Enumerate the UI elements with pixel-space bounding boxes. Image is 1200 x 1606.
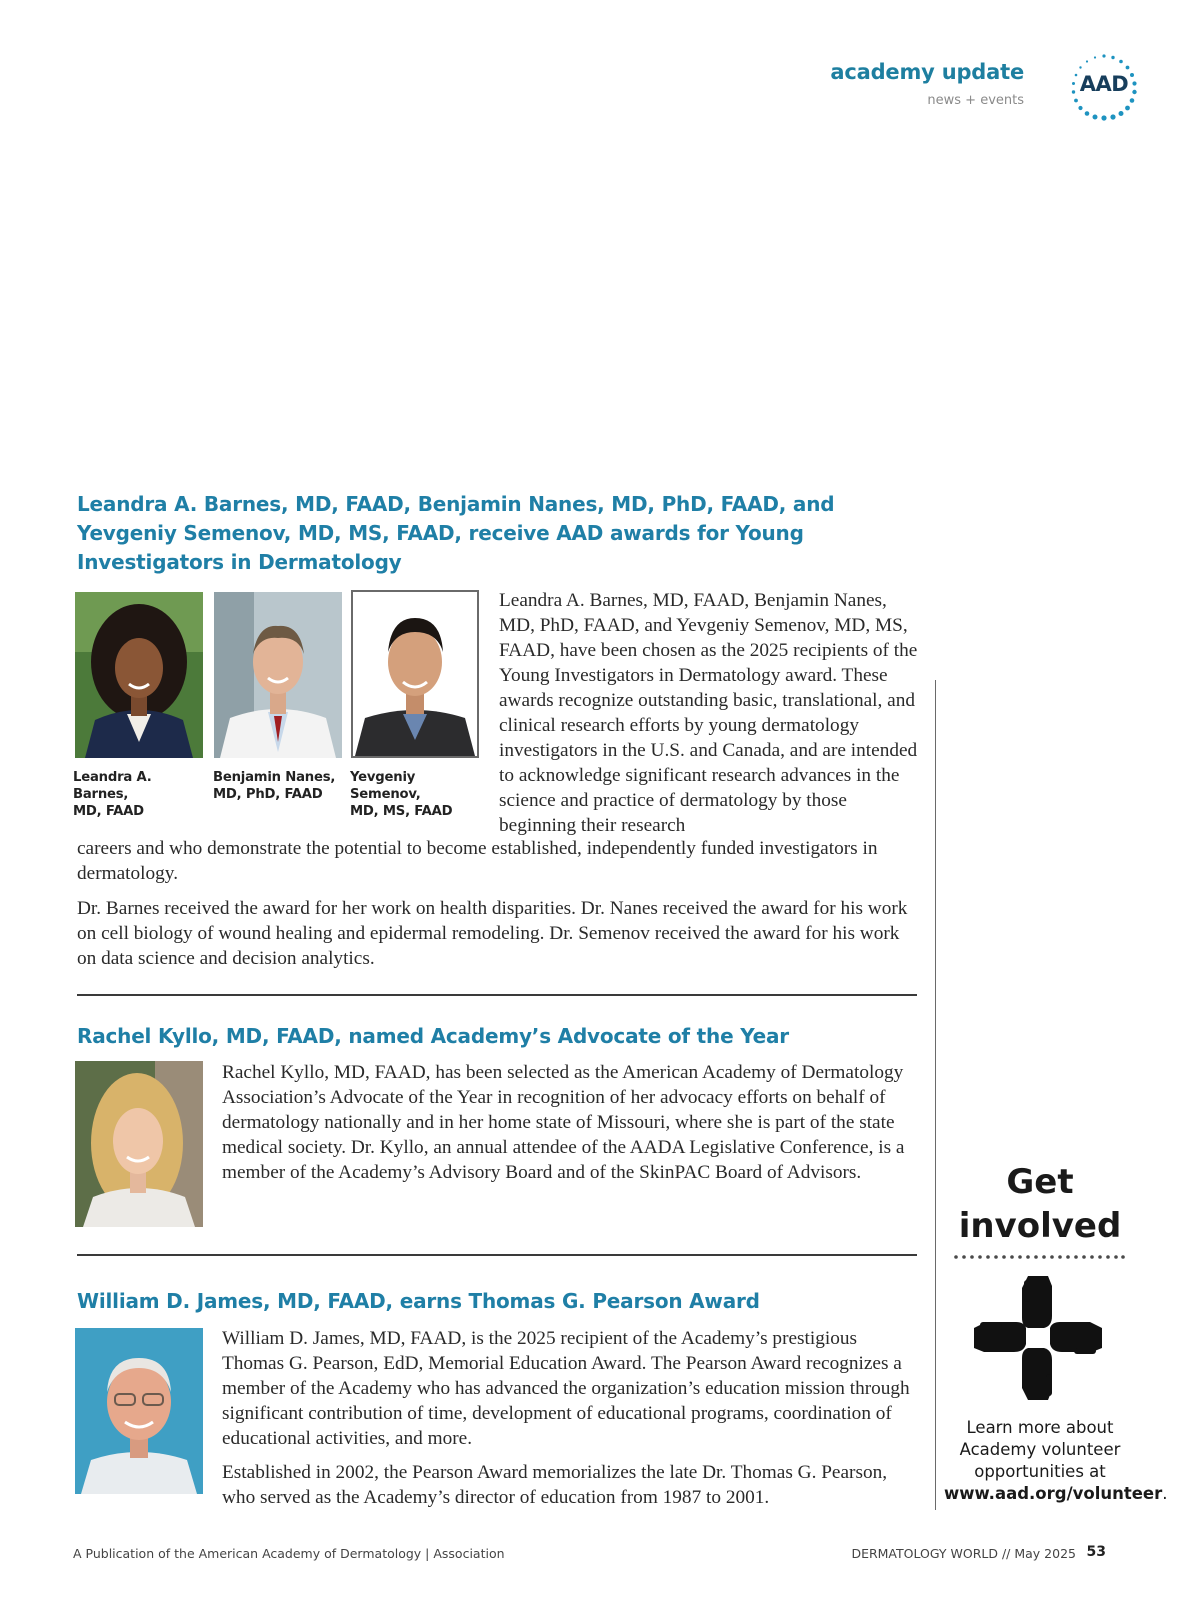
caption-semenov: Yevgeniy Semenov, MD, MS, FAAD	[350, 770, 453, 819]
section-divider	[77, 994, 917, 996]
article1-paragraph-continued: careers and who demonstrate the potential to become established, independently funded investigators in dermatology.	[77, 838, 878, 884]
photo-william-james	[75, 1328, 203, 1494]
article-headline-pearson-award: William D. James, MD, FAAD, earns Thomas G. Pearson Award	[77, 1289, 760, 1313]
caption-barnes: Leandra A. Barnes, MD, FAAD	[73, 770, 152, 819]
joined-hands-icon	[972, 1272, 1104, 1404]
footer-issue: DERMATOLOGY WORLD // May 2025	[851, 1546, 1076, 1561]
article3-paragraph-1: William D. James, MD, FAAD, is the 2025 recipient of the Academy’s prestigious Thomas G. Pearson, EdD, Memorial Education Award. The Pearson Award recognizes a member of the Academy who has advanced the organization’s education mission through significant contribution of time, development of educational programs, coordination of educational activities, and more.	[222, 1328, 910, 1449]
section-subtitle: news + events	[927, 93, 1024, 108]
footer-publication: A Publication of the American Academy of Dermatology | Association	[73, 1546, 505, 1561]
dotted-divider	[953, 1254, 1125, 1260]
article1-paragraph-2: Dr. Barnes received the award for her work on health disparities. Dr. Nanes received the award for his work on cell biology of wound healing and epidermal remodeling. Dr. Semenov received the award for his work on data science and decision analytics.	[77, 898, 908, 969]
section-title: academy update	[830, 60, 1024, 84]
article-headline-young-investigators: Leandra A. Barnes, MD, FAAD, Benjamin Nanes, MD, PhD, FAAD, and Yevgeniy Semenov, MD, MS, FAAD, receive AAD awards for Young Investigators in Dermatology	[77, 492, 835, 574]
aad-logo-text: AAD	[1079, 72, 1129, 96]
article3-paragraph-2: Established in 2002, the Pearson Award memorializes the late Dr. Thomas G. Pearson, who served as the Academy’s director of education from 1987 to 2001.	[222, 1462, 888, 1508]
article-headline-advocate-of-year: Rachel Kyllo, MD, FAAD, named Academy’s Advocate of the Year	[77, 1024, 789, 1048]
page-number: 53	[1086, 1544, 1106, 1560]
photo-yevgeniy-semenov	[351, 590, 479, 758]
photo-leandra-barnes	[75, 592, 203, 758]
section-divider	[77, 1254, 917, 1256]
sidebar-divider	[935, 680, 936, 1510]
sidebar-heading: Get involved	[958, 1162, 1122, 1246]
article2-paragraph: Rachel Kyllo, MD, FAAD, has been selected as the American Academy of Dermatology Association’s Advocate of the Year in recognition of her advocacy efforts on behalf of dermatology nationally and in her home state of Missouri, where she is part of the state medical society. Dr. Kyllo, an annual attendee of the AADA Legislative Conference, is a member of the Academy’s Advisory Board and of the SkinPAC Board of Advisors.	[222, 1062, 905, 1183]
photo-benjamin-nanes	[214, 592, 342, 758]
sidebar-text: Learn more about Academy volunteer opportunities at www.aad.org/volunteer.	[944, 1418, 1168, 1503]
article1-paragraph-wrap: Leandra A. Barnes, MD, FAAD, Benjamin Nanes, MD, PhD, FAAD, and Yevgeniy Semenov, MD, MS, FAAD, have been chosen as the 2025 recipients of the Young Investigators in Dermatology award. These awards recognize outstanding basic, translational, and clinical research efforts by young dermatology investigators in the U.S. and Canada, and are intended to acknowledge significant research advances in the science and practice of dermatology by those beginning their research	[499, 590, 918, 836]
volunteer-link[interactable]: www.aad.org/volunteer	[944, 1484, 1163, 1503]
photo-rachel-kyllo	[75, 1061, 203, 1227]
caption-nanes: Benjamin Nanes, MD, PhD, FAAD	[213, 770, 336, 802]
